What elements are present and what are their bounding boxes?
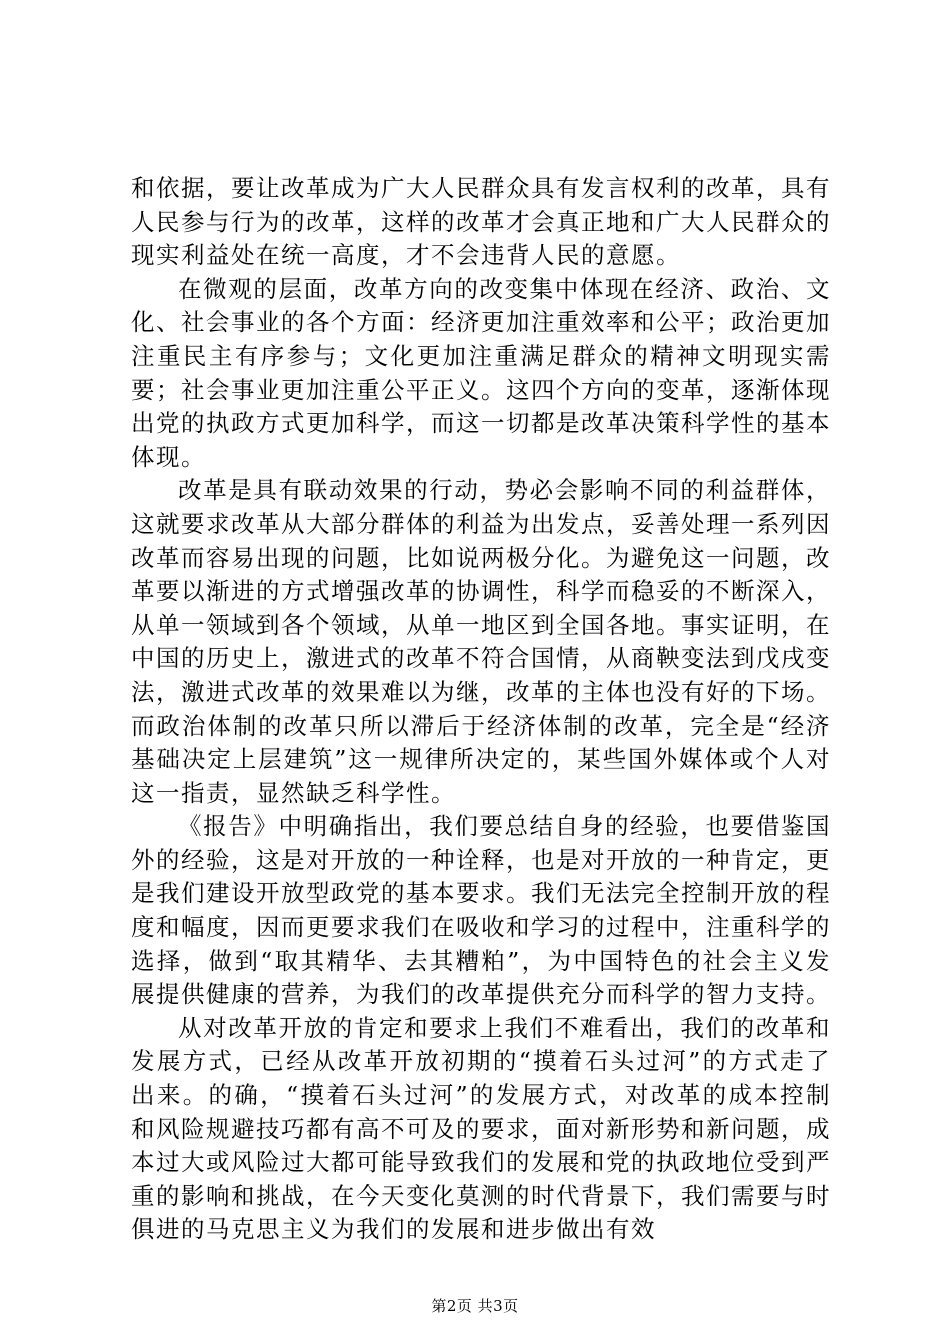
paragraph-continuation: 和依据，要让改革成为广大人民群众具有发言权利的改革，具有人民参与行为的改革，这样的改革才会真正地和广大人民群众的现实利益处在统一高度，才不会违背人民的意愿。 xyxy=(131,174,831,270)
document-body xyxy=(131,172,831,1247)
paragraph-development-mode: 从对改革开放的肯定和要求上我们不难看出，我们的改革和发展方式，已经从改革开放初期的“摸着石头过河”的方式走了出来。的确，“摸着石头过河”的发展方式，对改革的成本控制和风险规避技巧都有高不可及的要求，面对新形势和新问题，成本过大或风险过大都可能导致我们的发展和党的执政地位受到严重的影响和挑战，在今天变化莫测的时代背景下，我们需要与时俱进的马克思主义为我们的发展和进步做出有效 xyxy=(131,1013,831,1244)
page-number-footer: 第2页 共3页 xyxy=(431,1297,519,1315)
paragraph-gradual-reform: 改革是具有联动效果的行动，势必会影响不同的利益群体，这就要求改革从大部分群体的利益为出发点，妥善处理一系列因改革而容易出现的问题，比如说两极分化。为避免这一问题，改革要以渐进的方式增强改革的协调性，科学而稳妥的不断深入，从单一领域到各个领域，从单一地区到全国各地。事实证明，在中国的历史上，激进式的改革不符合国情，从商鞅变法到戊戌变法，激进式改革的效果难以为继，改革的主体也没有好的下场。而政治体制的改革只所以滞后于经济体制的改革，完全是“经济基础决定上层建筑”这一规律所决定的，某些国外媒体或个人对这一指责，显然缺乏科学性。 xyxy=(131,476,831,807)
paragraph-micro-level: 在微观的层面，改革方向的改变集中体现在经济、政治、文化、社会事业的各个方面：经济更加注重效率和公平；政治更加注重民主有序参与；文化更加注重满足群众的精神文明现实需要；社会事业更加注重公平正义。这四个方向的变革，逐渐体现出党的执政方式更加科学，而这一切都是改革决策科学性的基本体现。 xyxy=(131,274,831,471)
paragraph-openness: 《报告》中明确指出，我们要总结自身的经验，也要借鉴国外的经验，这是对开放的一种诠释，也是对开放的一种肯定，更是我们建设开放型政党的基本要求。我们无法完全控制开放的程度和幅度，因而更要求我们在吸收和学习的过程中，注重科学的选择，做到“取其精华、去其糟粕”，为中国特色的社会主义发展提供健康的营养，为我们的改革提供充分而科学的智力支持。 xyxy=(131,812,831,1009)
